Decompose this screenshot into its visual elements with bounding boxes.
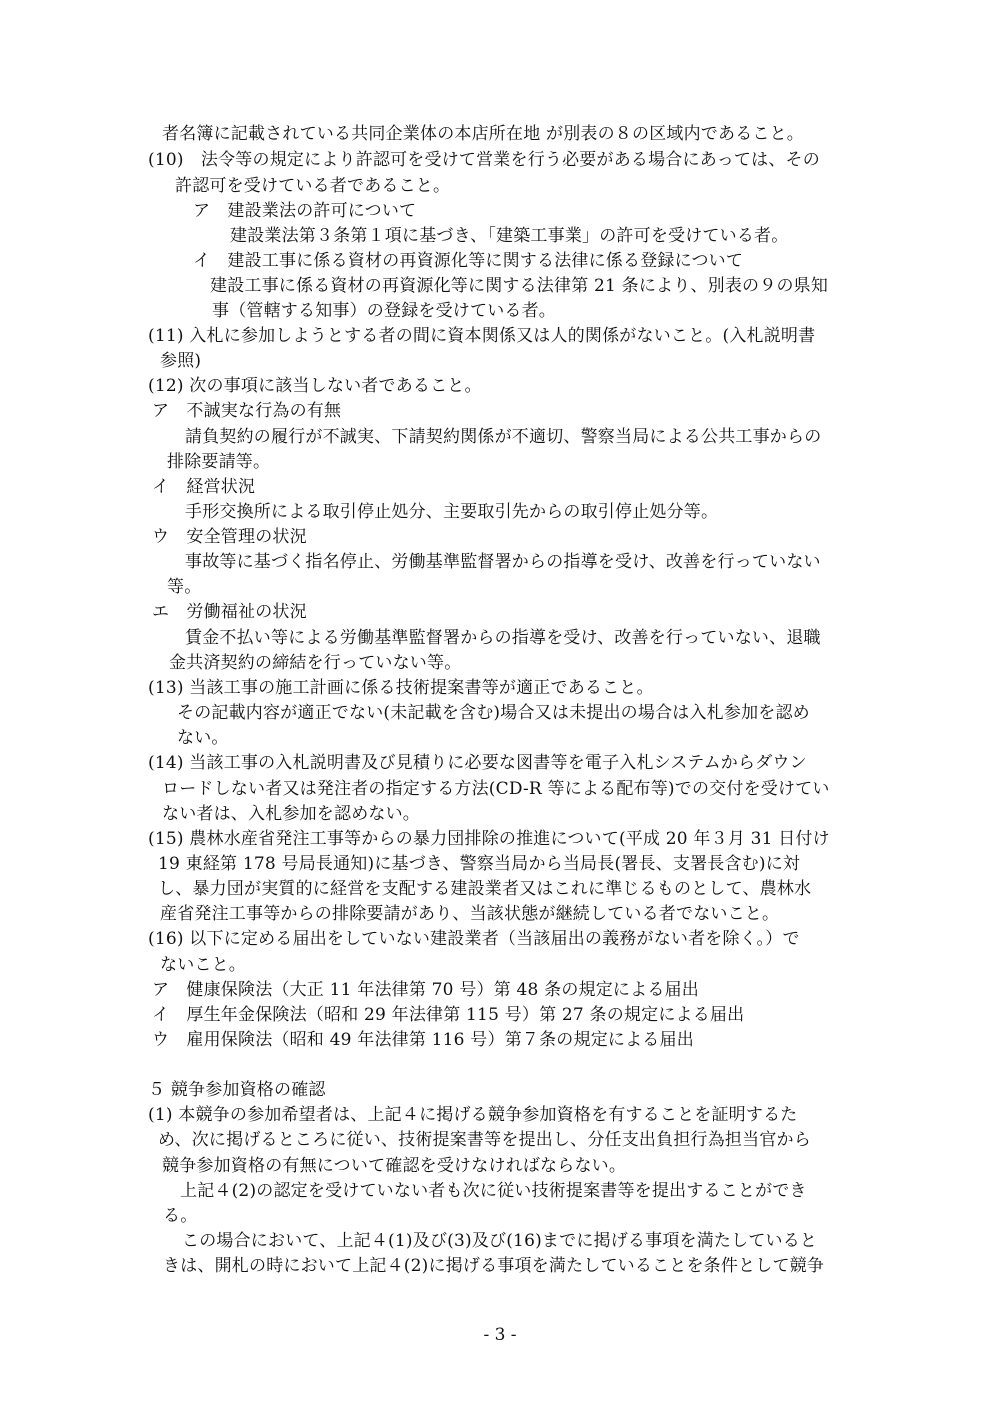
text-line: ロードしない者又は発注者の指定する方法(CD-R 等による配布等)での交付を受けてい: [162, 779, 830, 799]
text-line: 賃金不払い等による労働基準監督署からの指導を受け、改善を行っていない、退職: [185, 628, 821, 648]
text-line: (10) 法令等の規定により許認可を受けて営業を行う必要がある場合にあっては、その: [148, 150, 820, 170]
text-line: ア 健康保険法（大正 11 年法律第 70 号）第 48 条の規定による届出: [152, 980, 699, 1000]
text-line: (15) 農林水産省発注工事等からの暴力団排除の推進について(平成 20 年３月 31 日付け: [148, 829, 830, 849]
text-line: 建設工事に係る資材の再資源化等に関する法律第 21 条により、別表の９の県知: [210, 276, 829, 296]
section-heading: ５ 競争参加資格の確認: [148, 1080, 326, 1100]
text-line: 競争参加資格の有無について確認を受けなければならない。: [162, 1156, 627, 1176]
text-line: 産省発注工事等からの排除要請があり、当該状態が継続している者でないこと。: [160, 904, 780, 924]
text-line: ア 不誠実な行為の有無: [152, 401, 342, 421]
text-line: る。: [163, 1206, 198, 1226]
text-line: 事故等に基づく指名停止、労働基準監督署からの指導を受け、改善を行っていない: [185, 552, 821, 572]
text-line: 手形交換所による取引停止処分、主要取引先からの取引停止処分等。: [185, 502, 719, 522]
text-line: 者名簿に記載されている共同企業体の本店所在地 が別表の８の区域内であること。: [162, 124, 805, 144]
text-line: ないこと。: [160, 955, 246, 975]
text-line: 事（管轄する知事）の登録を受けている者。: [212, 301, 556, 321]
text-line: 金共済契約の締結を行っていない等。: [169, 653, 462, 673]
text-line: 19 東経第 178 号局長通知)に基づき、警察当局から当局長(署長、支署長含む)に対: [158, 854, 801, 874]
text-line: きは、開札の時において上記４(2)に掲げる事項を満たしていることを条件として競争: [163, 1256, 825, 1276]
text-line: ウ 安全管理の状況: [152, 527, 307, 547]
text-line: イ 経営状況: [152, 477, 256, 497]
text-line: 請負契約の履行が不誠実、下請契約関係が不適切、警察当局による公共工事からの: [185, 427, 822, 447]
text-line: 上記４(2)の認定を受けていない者も次に従い技術提案書等を提出することができ: [180, 1181, 807, 1201]
text-line: (14) 当該工事の入札説明書及び見積りに必要な図書等を電子入札システムからダウン: [148, 753, 807, 773]
text-line: イ 建設工事に係る資材の再資源化等に関する法律に係る登録について: [193, 251, 744, 271]
text-line: し、暴力団が実質的に経営を支配する建設業者又はこれに準じるものとして、農林水: [158, 879, 812, 899]
text-line: め、次に掲げるところに従い、技術提案書等を提出し、分任支出負担行為担当官から: [158, 1130, 811, 1150]
text-line: この場合において、上記４(1)及び(3)及び(16)までに掲げる事項を満たしていると: [182, 1231, 818, 1251]
text-line: (1) 本競争の参加希望者は、上記４に掲げる競争参加資格を有することを証明するた: [148, 1105, 798, 1125]
text-line: その記載内容が適正でない(未記載を含む)場合又は未提出の場合は入札参加を認め: [177, 703, 810, 723]
text-line: 等。: [167, 577, 202, 597]
text-line: 建設業法第３条第１項に基づき、「建築工事業」の許可を受けている者。: [230, 226, 789, 246]
text-line: (12) 次の事項に該当しない者であること。: [148, 376, 482, 396]
text-line: イ 厚生年金保険法（昭和 29 年法律第 115 号）第 27 条の規定による届出: [152, 1005, 745, 1025]
text-line: 排除要請等。: [167, 452, 271, 472]
text-line: (11) 入札に参加しようとする者の間に資本関係又は人的関係がないこと。(入札説明書: [148, 326, 816, 346]
text-line: ウ 雇用保険法（昭和 49 年法律第 116 号）第７条の規定による届出: [152, 1030, 694, 1050]
page-number: - 3 -: [483, 1325, 517, 1345]
text-line: 参照): [160, 351, 202, 371]
text-line: 許認可を受けている者であること。: [175, 176, 451, 196]
text-line: (13) 当該工事の施工計画に係る技術提案書等が適正であること。: [148, 678, 654, 698]
text-line: ない。: [177, 728, 229, 748]
text-line: ア 建設業法の許可について: [193, 201, 417, 221]
text-line: ない者は、入札参加を認めない。: [162, 804, 420, 824]
text-line: (16) 以下に定める届出をしていない建設業者（当該届出の義務がない者を除く。）で: [148, 929, 800, 949]
text-line: エ 労働福祉の状況: [152, 602, 307, 622]
